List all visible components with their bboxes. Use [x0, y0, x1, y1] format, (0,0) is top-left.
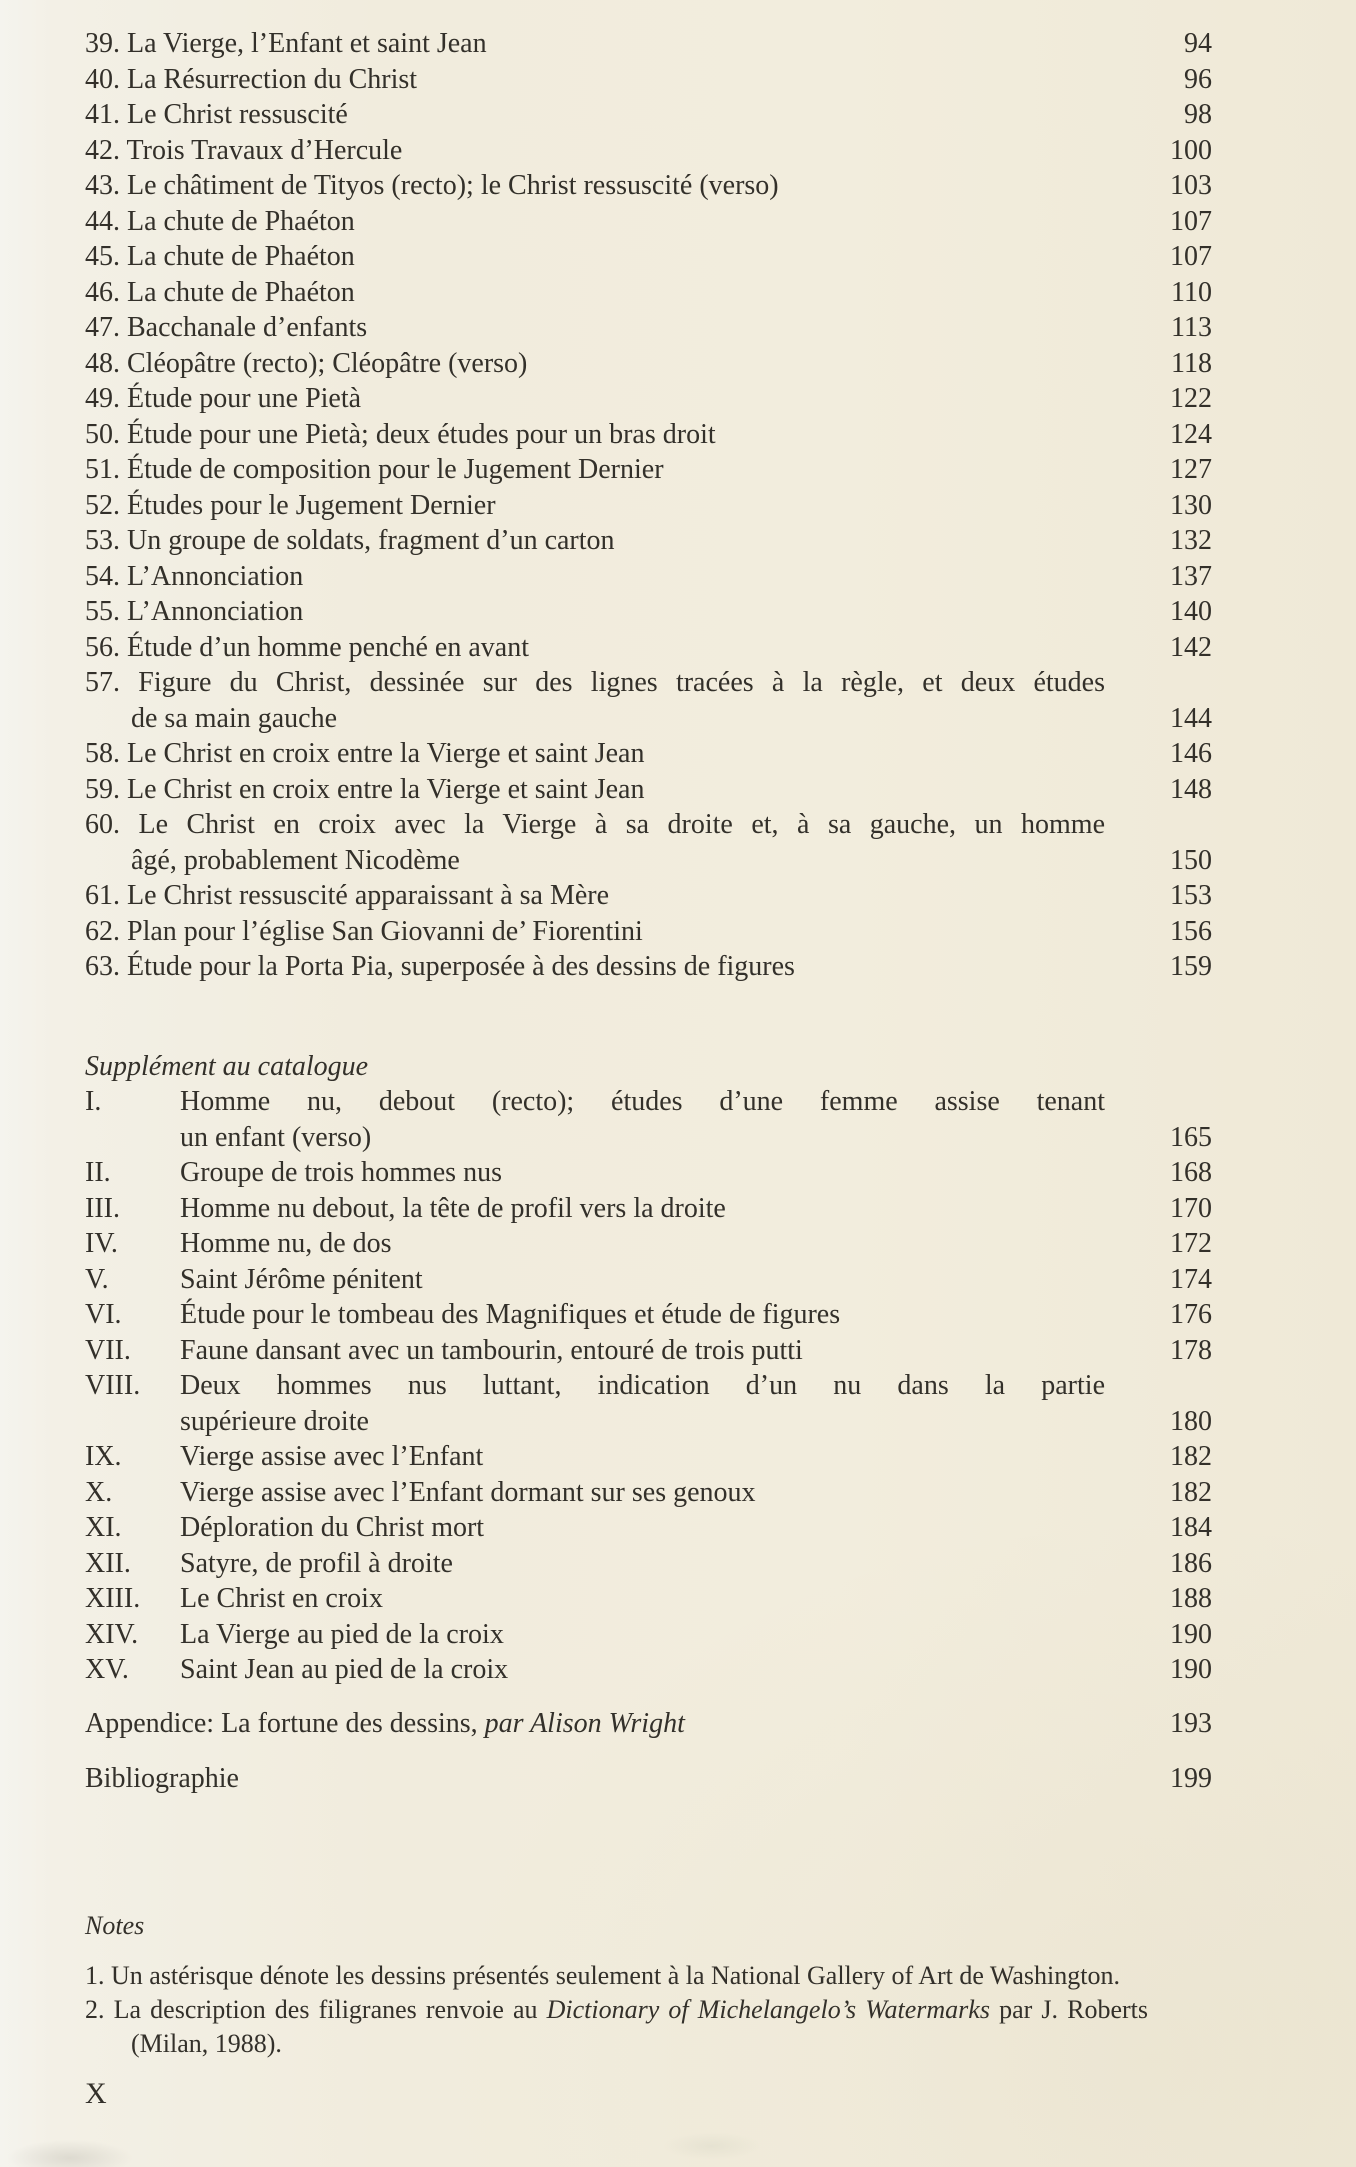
note-text-run: La description des filigranes renvoie au	[113, 1994, 547, 2024]
entry-number: 58.	[85, 738, 120, 769]
entry-title: 47. Bacchanale d’enfants	[85, 312, 368, 343]
appendix-label-roman: Appendice: La fortune des dessins,	[85, 1707, 478, 1739]
entry-title: VIII. Deux hommes nus luttant, indication d’un nu dans la partie	[85, 1368, 1105, 1404]
toc-entry	[85, 665, 1356, 736]
bibliography-label: Bibliographie	[85, 1763, 239, 1794]
entry-number: VII.	[85, 1334, 131, 1366]
entry-title: X. Vierge assise avec l’Enfant dormant sur ses genoux	[85, 1475, 1105, 1511]
entry-page-number: 172	[1170, 1228, 1212, 1259]
toc-entry	[85, 1262, 1356, 1298]
note-number: 2.	[85, 1994, 114, 2024]
entry-number: V.	[85, 1263, 109, 1295]
toc-entry	[85, 807, 1356, 878]
toc-entry	[85, 1617, 1356, 1653]
entry-title: 63. Étude pour la Porta Pia, superposée à des dessins de figures	[85, 951, 795, 982]
note-number: 1.	[85, 1960, 111, 1990]
note-text	[85, 1993, 1148, 2027]
entry-page-number: 146	[1170, 738, 1212, 769]
toc-entry	[85, 1333, 1356, 1369]
entry-page-number: 153	[1170, 880, 1212, 911]
entry-page-number: 186	[1170, 1547, 1212, 1579]
toc-entry	[85, 310, 1356, 346]
entry-page-number: 190	[1170, 1654, 1212, 1685]
toc-entry	[85, 346, 1356, 382]
table-of-contents	[85, 26, 1356, 1797]
entry-title: 55. L’Annonciation	[85, 596, 304, 627]
entry-number: 59.	[85, 773, 120, 805]
entry-page-number: 150	[1170, 844, 1212, 876]
entry-title: 43. Le châtiment de Tityos (recto); le Christ ressuscité (verso)	[85, 170, 779, 201]
entry-title: 58. Le Christ en croix entre la Vierge et saint Jean	[85, 738, 645, 769]
entry-title: IV. Homme nu, de dos	[85, 1226, 1105, 1262]
entry-number: 46.	[85, 276, 120, 308]
entry-title: 57. Figure du Christ, dessinée sur des lignes tracées à la règle, et deux études	[85, 667, 1105, 698]
entry-title: 50. Étude pour une Pietà; deux études pour un bras droit	[85, 418, 716, 450]
entry-title: 60. Le Christ en croix avec la Vierge à sa droite et, à sa gauche, un homme	[85, 809, 1105, 840]
note-text-run: Un astérisque dénote les dessins présentés seulement à la National Gallery of Art de Washington.	[111, 1960, 1120, 1990]
entry-number: 52.	[85, 489, 120, 521]
entry-page-number: 130	[1170, 489, 1212, 521]
entry-number: 60.	[85, 809, 120, 840]
toc-entry	[85, 914, 1356, 950]
entry-title: âgé, probablement Nicodème	[131, 844, 460, 876]
appendix-label	[85, 1706, 1105, 1742]
entry-number: XIV.	[85, 1618, 139, 1650]
entry-page-number: 137	[1170, 560, 1212, 592]
toc-entry	[85, 1297, 1356, 1333]
toc-entry	[85, 594, 1356, 630]
entry-title: un enfant (verso)	[180, 1121, 372, 1153]
entry-page-number	[1105, 807, 1212, 843]
entry-title: XV. Saint Jean au pied de la croix	[85, 1652, 1105, 1688]
entry-page-number: 159	[1170, 951, 1212, 982]
supplement-heading: Supplément au catalogue	[85, 1050, 369, 1082]
entry-number: 63.	[85, 951, 120, 982]
note-item	[85, 1959, 1356, 1993]
entry-number: I.	[85, 1086, 102, 1117]
toc-entry	[85, 736, 1356, 772]
entry-number: VIII.	[85, 1370, 141, 1401]
entry-number: IX.	[85, 1441, 122, 1472]
entry-title: VII. Faune dansant avec un tambourin, entouré de trois putti	[85, 1333, 1105, 1369]
entry-title: 40. La Résurrection du Christ	[85, 63, 418, 95]
entry-number: 42.	[85, 134, 120, 166]
toc-entry	[85, 26, 1356, 62]
notes-heading: Notes	[85, 1910, 145, 1940]
entry-number: VI.	[85, 1299, 122, 1330]
entry-number: XI.	[85, 1512, 122, 1543]
entry-number: 40.	[85, 63, 120, 95]
note-text	[85, 2029, 282, 2058]
appendix-page-number: 193	[1170, 1707, 1212, 1739]
toc-entry	[85, 1439, 1356, 1475]
entry-number: 54.	[85, 560, 120, 592]
toc-entry	[85, 381, 1356, 417]
toc-entry	[85, 168, 1356, 204]
entry-title: 46. La chute de Phaéton	[85, 276, 355, 308]
entry-title: 53. Un groupe de soldats, fragment d’un carton	[85, 525, 615, 556]
entry-number: 56.	[85, 631, 120, 663]
entry-page-number: 110	[1171, 276, 1212, 308]
entry-title: 54. L’Annonciation	[85, 560, 304, 592]
toc-entry	[85, 1191, 1356, 1227]
entry-title: 44. La chute de Phaéton	[85, 205, 355, 237]
note-text	[85, 1961, 1120, 1990]
entry-page-number: 190	[1170, 1618, 1212, 1650]
entry-page-number: 142	[1170, 631, 1212, 663]
entry-number: XII.	[85, 1547, 131, 1579]
entry-page-number	[1105, 1368, 1212, 1404]
entry-number: 39.	[85, 28, 120, 59]
entry-number: 41.	[85, 99, 120, 130]
bibliography-page-number: 199	[1170, 1763, 1212, 1794]
entry-page-number: 140	[1170, 596, 1212, 627]
entry-number: III.	[85, 1192, 120, 1224]
appendix-label-italic: par Alison Wright	[477, 1707, 685, 1739]
entry-title: XIII. Le Christ en croix	[85, 1581, 1105, 1617]
entry-page-number: 168	[1170, 1157, 1212, 1188]
toc-entry	[85, 62, 1356, 98]
entry-number: 43.	[85, 170, 120, 201]
entry-number: II.	[85, 1157, 111, 1188]
toc-entry	[85, 559, 1356, 595]
toc-entry	[85, 878, 1356, 914]
entry-number: 45.	[85, 241, 120, 272]
entry-title: 49. Étude pour une Pietà	[85, 383, 362, 414]
entry-title: supérieure droite	[180, 1405, 369, 1437]
entry-page-number: 103	[1170, 170, 1212, 201]
entry-number: 53.	[85, 525, 120, 556]
bibliography-entry	[85, 1761, 1212, 1797]
toc-entry	[85, 1510, 1356, 1546]
entry-title: IX. Vierge assise avec l’Enfant	[85, 1439, 1105, 1475]
toc-entry	[85, 1652, 1356, 1688]
entry-page-number: 188	[1170, 1583, 1212, 1614]
entry-number: 55.	[85, 596, 120, 627]
entry-page-number: 178	[1170, 1334, 1212, 1366]
entry-title: 39. La Vierge, l’Enfant et saint Jean	[85, 28, 487, 59]
page-folio-number: X	[85, 2076, 107, 2110]
toc-entry	[85, 133, 1356, 169]
entry-page-number: 113	[1171, 312, 1212, 343]
toc-entry	[85, 630, 1356, 666]
entry-page-number: 127	[1170, 454, 1212, 485]
toc-main-list	[85, 26, 1356, 985]
entry-number: 47.	[85, 312, 120, 343]
entry-title: 41. Le Christ ressuscité	[85, 99, 348, 130]
entry-number: 51.	[85, 454, 120, 485]
entry-title: XI. Déploration du Christ mort	[85, 1510, 1105, 1546]
toc-entry	[85, 949, 1356, 985]
toc-supplement-list	[85, 1084, 1356, 1688]
toc-entry	[85, 1581, 1356, 1617]
toc-entry	[85, 239, 1356, 275]
entry-page-number: 100	[1170, 134, 1212, 166]
entry-page-number: 107	[1170, 205, 1212, 237]
entry-title: de sa main gauche	[131, 702, 338, 734]
toc-entry	[85, 417, 1356, 453]
entry-number: 61.	[85, 880, 120, 911]
entry-page-number: 122	[1170, 383, 1212, 414]
entry-page-number: 148	[1170, 773, 1212, 805]
entry-number: 48.	[85, 347, 120, 379]
entry-title: 62. Plan pour l’église San Giovanni de’ Fiorentini	[85, 915, 643, 947]
toc-entry	[85, 1084, 1356, 1155]
toc-entry	[85, 1368, 1356, 1439]
note-text-run: (Milan, 1988).	[131, 2028, 282, 2058]
note-text-italic: Dictionary of Michelangelo’s Watermarks	[546, 1994, 990, 2024]
note-text-run: par J. Roberts	[989, 1994, 1149, 2024]
entry-title: 45. La chute de Phaéton	[85, 241, 355, 272]
entry-number: XIII.	[85, 1583, 141, 1614]
notes-section	[85, 1909, 1356, 2061]
toc-entry	[85, 1475, 1356, 1511]
entry-page-number: 182	[1170, 1441, 1212, 1472]
entry-page-number: 132	[1170, 525, 1212, 556]
entry-page-number	[1105, 665, 1212, 701]
entry-number: IV.	[85, 1228, 118, 1259]
entry-title: XII. Satyre, de profil à droite	[85, 1546, 1105, 1582]
entry-title: 42. Trois Travaux d’Hercule	[85, 134, 403, 166]
entry-page-number: 170	[1170, 1192, 1212, 1224]
entry-title: III. Homme nu debout, la tête de profil vers la droite	[85, 1191, 1105, 1227]
entry-page-number: 176	[1170, 1299, 1212, 1330]
toc-entry	[85, 1226, 1356, 1262]
entry-number: 44.	[85, 205, 120, 237]
entry-page-number: 94	[1184, 28, 1212, 59]
toc-entry	[85, 523, 1356, 559]
entry-page-number: 118	[1171, 347, 1212, 379]
appendix-entry	[85, 1706, 1212, 1742]
toc-entry	[85, 275, 1356, 311]
entry-title: V. Saint Jérôme pénitent	[85, 1262, 1105, 1298]
entry-title: 56. Étude d’un homme penché en avant	[85, 631, 529, 663]
entry-page-number: 165	[1170, 1121, 1212, 1153]
entry-page-number: 144	[1170, 702, 1212, 734]
entry-page-number: 174	[1170, 1263, 1212, 1295]
toc-entry	[85, 1155, 1356, 1191]
toc-entry	[85, 488, 1356, 524]
entry-page-number: 184	[1170, 1512, 1212, 1543]
entry-number: XV.	[85, 1654, 129, 1685]
toc-entry	[85, 204, 1356, 240]
entry-page-number: 98	[1184, 99, 1212, 130]
entry-page-number: 124	[1170, 418, 1212, 450]
toc-entry	[85, 1546, 1356, 1582]
entry-page-number	[1105, 1084, 1212, 1120]
toc-entry	[85, 97, 1356, 133]
notes-list	[85, 1959, 1356, 2061]
entry-title: II. Groupe de trois hommes nus	[85, 1155, 1105, 1191]
entry-page-number: 96	[1184, 63, 1212, 95]
toc-entry	[85, 772, 1356, 808]
entry-number: 49.	[85, 383, 120, 414]
entry-number: X.	[85, 1476, 113, 1508]
entry-page-number: 180	[1170, 1405, 1212, 1437]
toc-entry	[85, 452, 1356, 488]
entry-number: 50.	[85, 418, 120, 450]
entry-title: 59. Le Christ en croix entre la Vierge et saint Jean	[85, 773, 645, 805]
entry-number: 57.	[85, 667, 120, 698]
entry-title: VI. Étude pour le tombeau des Magnifiques et étude de figures	[85, 1297, 1105, 1333]
entry-page-number: 182	[1170, 1476, 1212, 1508]
entry-title: 51. Étude de composition pour le Jugement Dernier	[85, 454, 664, 485]
entry-page-number: 107	[1170, 241, 1212, 272]
note-item	[85, 1993, 1356, 2061]
entry-title: 52. Études pour le Jugement Dernier	[85, 489, 496, 521]
entry-title: 61. Le Christ ressuscité apparaissant à sa Mère	[85, 880, 610, 911]
entry-number: 62.	[85, 915, 120, 947]
entry-title: I. Homme nu, debout (recto); études d’une femme assise tenant	[85, 1084, 1105, 1120]
entry-page-number: 156	[1170, 915, 1212, 947]
entry-title: XIV. La Vierge au pied de la croix	[85, 1617, 1105, 1653]
entry-title: 48. Cléopâtre (recto); Cléopâtre (verso)	[85, 347, 528, 379]
